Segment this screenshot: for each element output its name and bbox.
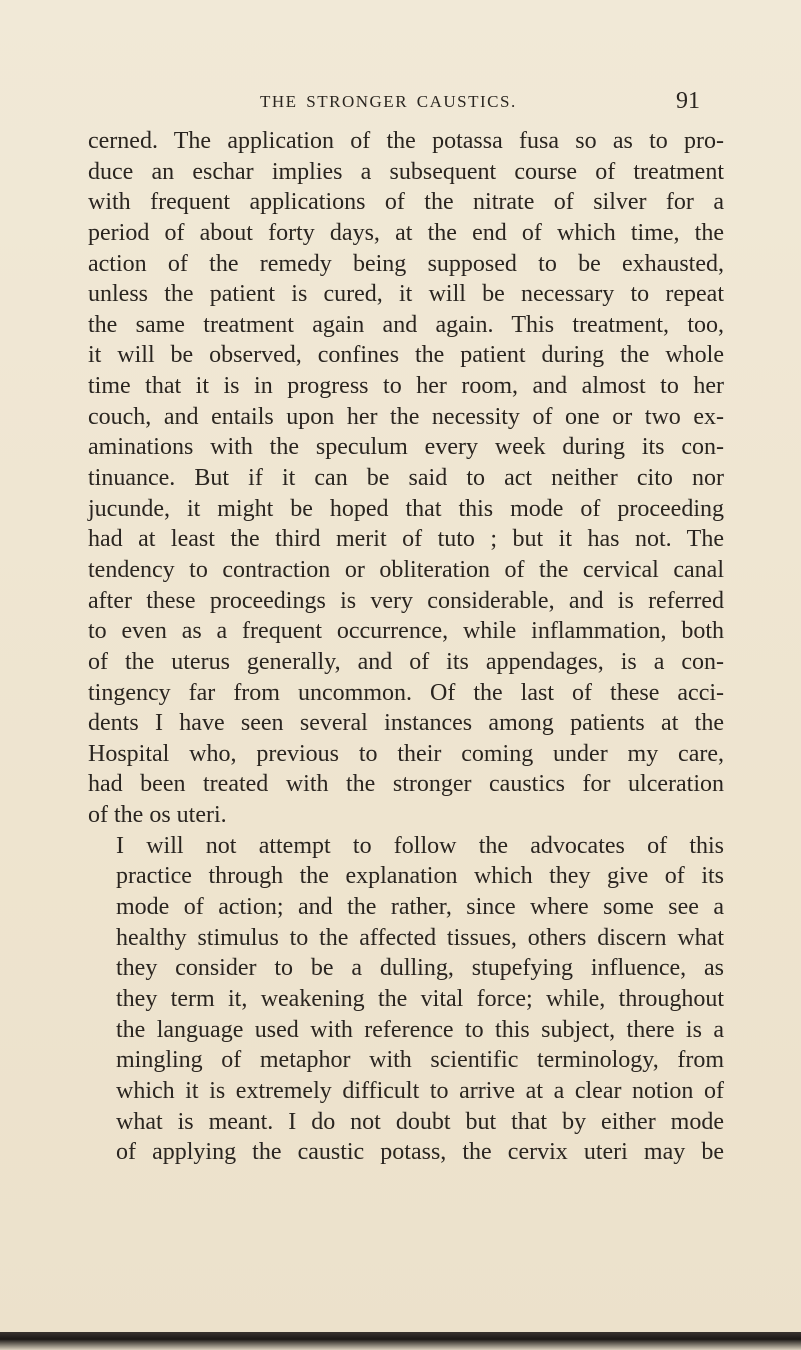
text-line: after these proceedings is very considerable, and is referred [88, 587, 724, 614]
text-line: healthy stimulus to the affected tissues, others discern what [116, 924, 724, 951]
text-line: the language used with reference to this subject, there is a [116, 1016, 724, 1043]
page-edge-shadow [0, 1332, 801, 1350]
text-line: tingency far from uncommon. Of the last of these acci- [88, 679, 724, 706]
text-line: cerned. The application of the potassa fusa so as to pro- [88, 128, 724, 154]
text-line: couch, and entails upon her the necessity of one or two ex- [88, 403, 724, 430]
text-line: tinuance. But if it can be said to act neither cito nor [88, 465, 724, 492]
text-line: time that it is in progress to her room, and almost to her [88, 373, 724, 400]
text-line: they consider to be a dulling, stupefying influence, as [116, 955, 724, 982]
text-line: Hospital who, previous to their coming under my care, [88, 740, 724, 767]
text-line: to even as a frequent occurrence, while inflammation, both [88, 618, 724, 645]
text-line: they term it, weakening the vital force; while, throughout [116, 985, 724, 1012]
text-line: aminations with the speculum every week during its con- [88, 434, 724, 461]
text-line: mode of action; and the rather, since where some see a [116, 894, 724, 921]
body-text [88, 126, 724, 1168]
page-number: 91 [676, 88, 700, 114]
paragraph-1 [88, 126, 724, 831]
paragraph-2 [88, 831, 724, 1168]
text-line: with frequent applications of the nitrate of silver for a [88, 189, 724, 216]
text-line: had been treated with the stronger caustics for ulceration [88, 771, 724, 798]
text-line: dents I have seen several instances among patients at the [88, 710, 724, 737]
text-line: it will be observed, confines the patient during the whole [88, 342, 724, 369]
text-line: which it is extremely difficult to arrive at a clear notion of [116, 1077, 724, 1104]
text-line: of the os uteri. [88, 802, 227, 829]
running-title: THE STRONGER CAUSTICS. [260, 92, 517, 111]
text-line: what is meant. I do not doubt but that by either mode [116, 1108, 724, 1135]
text-line: unless the patient is cured, it will be necessary to repeat [88, 281, 724, 308]
text-line: practice through the explanation which they give of its [116, 863, 724, 890]
text-line: I will not attempt to follow the advocates of this [116, 832, 724, 859]
text-line: period of about forty days, at the end of which time, the [88, 219, 724, 246]
text-line: mingling of metaphor with scientific terminology, from [116, 1047, 724, 1074]
text-line: of the uterus generally, and of its appendages, is a con- [88, 648, 724, 675]
text-line: tendency to contraction or obliteration of the cervical canal [88, 556, 724, 583]
text-line: had at least the third merit of tuto ; but it has not. The [88, 526, 724, 553]
text-line: of applying the caustic potass, the cervix uteri may be [116, 1139, 724, 1166]
text-line: duce an eschar implies a subsequent course of treatment [88, 158, 724, 185]
text-line: action of the remedy being supposed to be exhausted, [88, 250, 724, 277]
text-line: the same treatment again and again. This treatment, too, [88, 311, 724, 338]
text-line: jucunde, it might be hoped that this mode of proceeding [88, 495, 724, 522]
running-head [0, 88, 801, 118]
